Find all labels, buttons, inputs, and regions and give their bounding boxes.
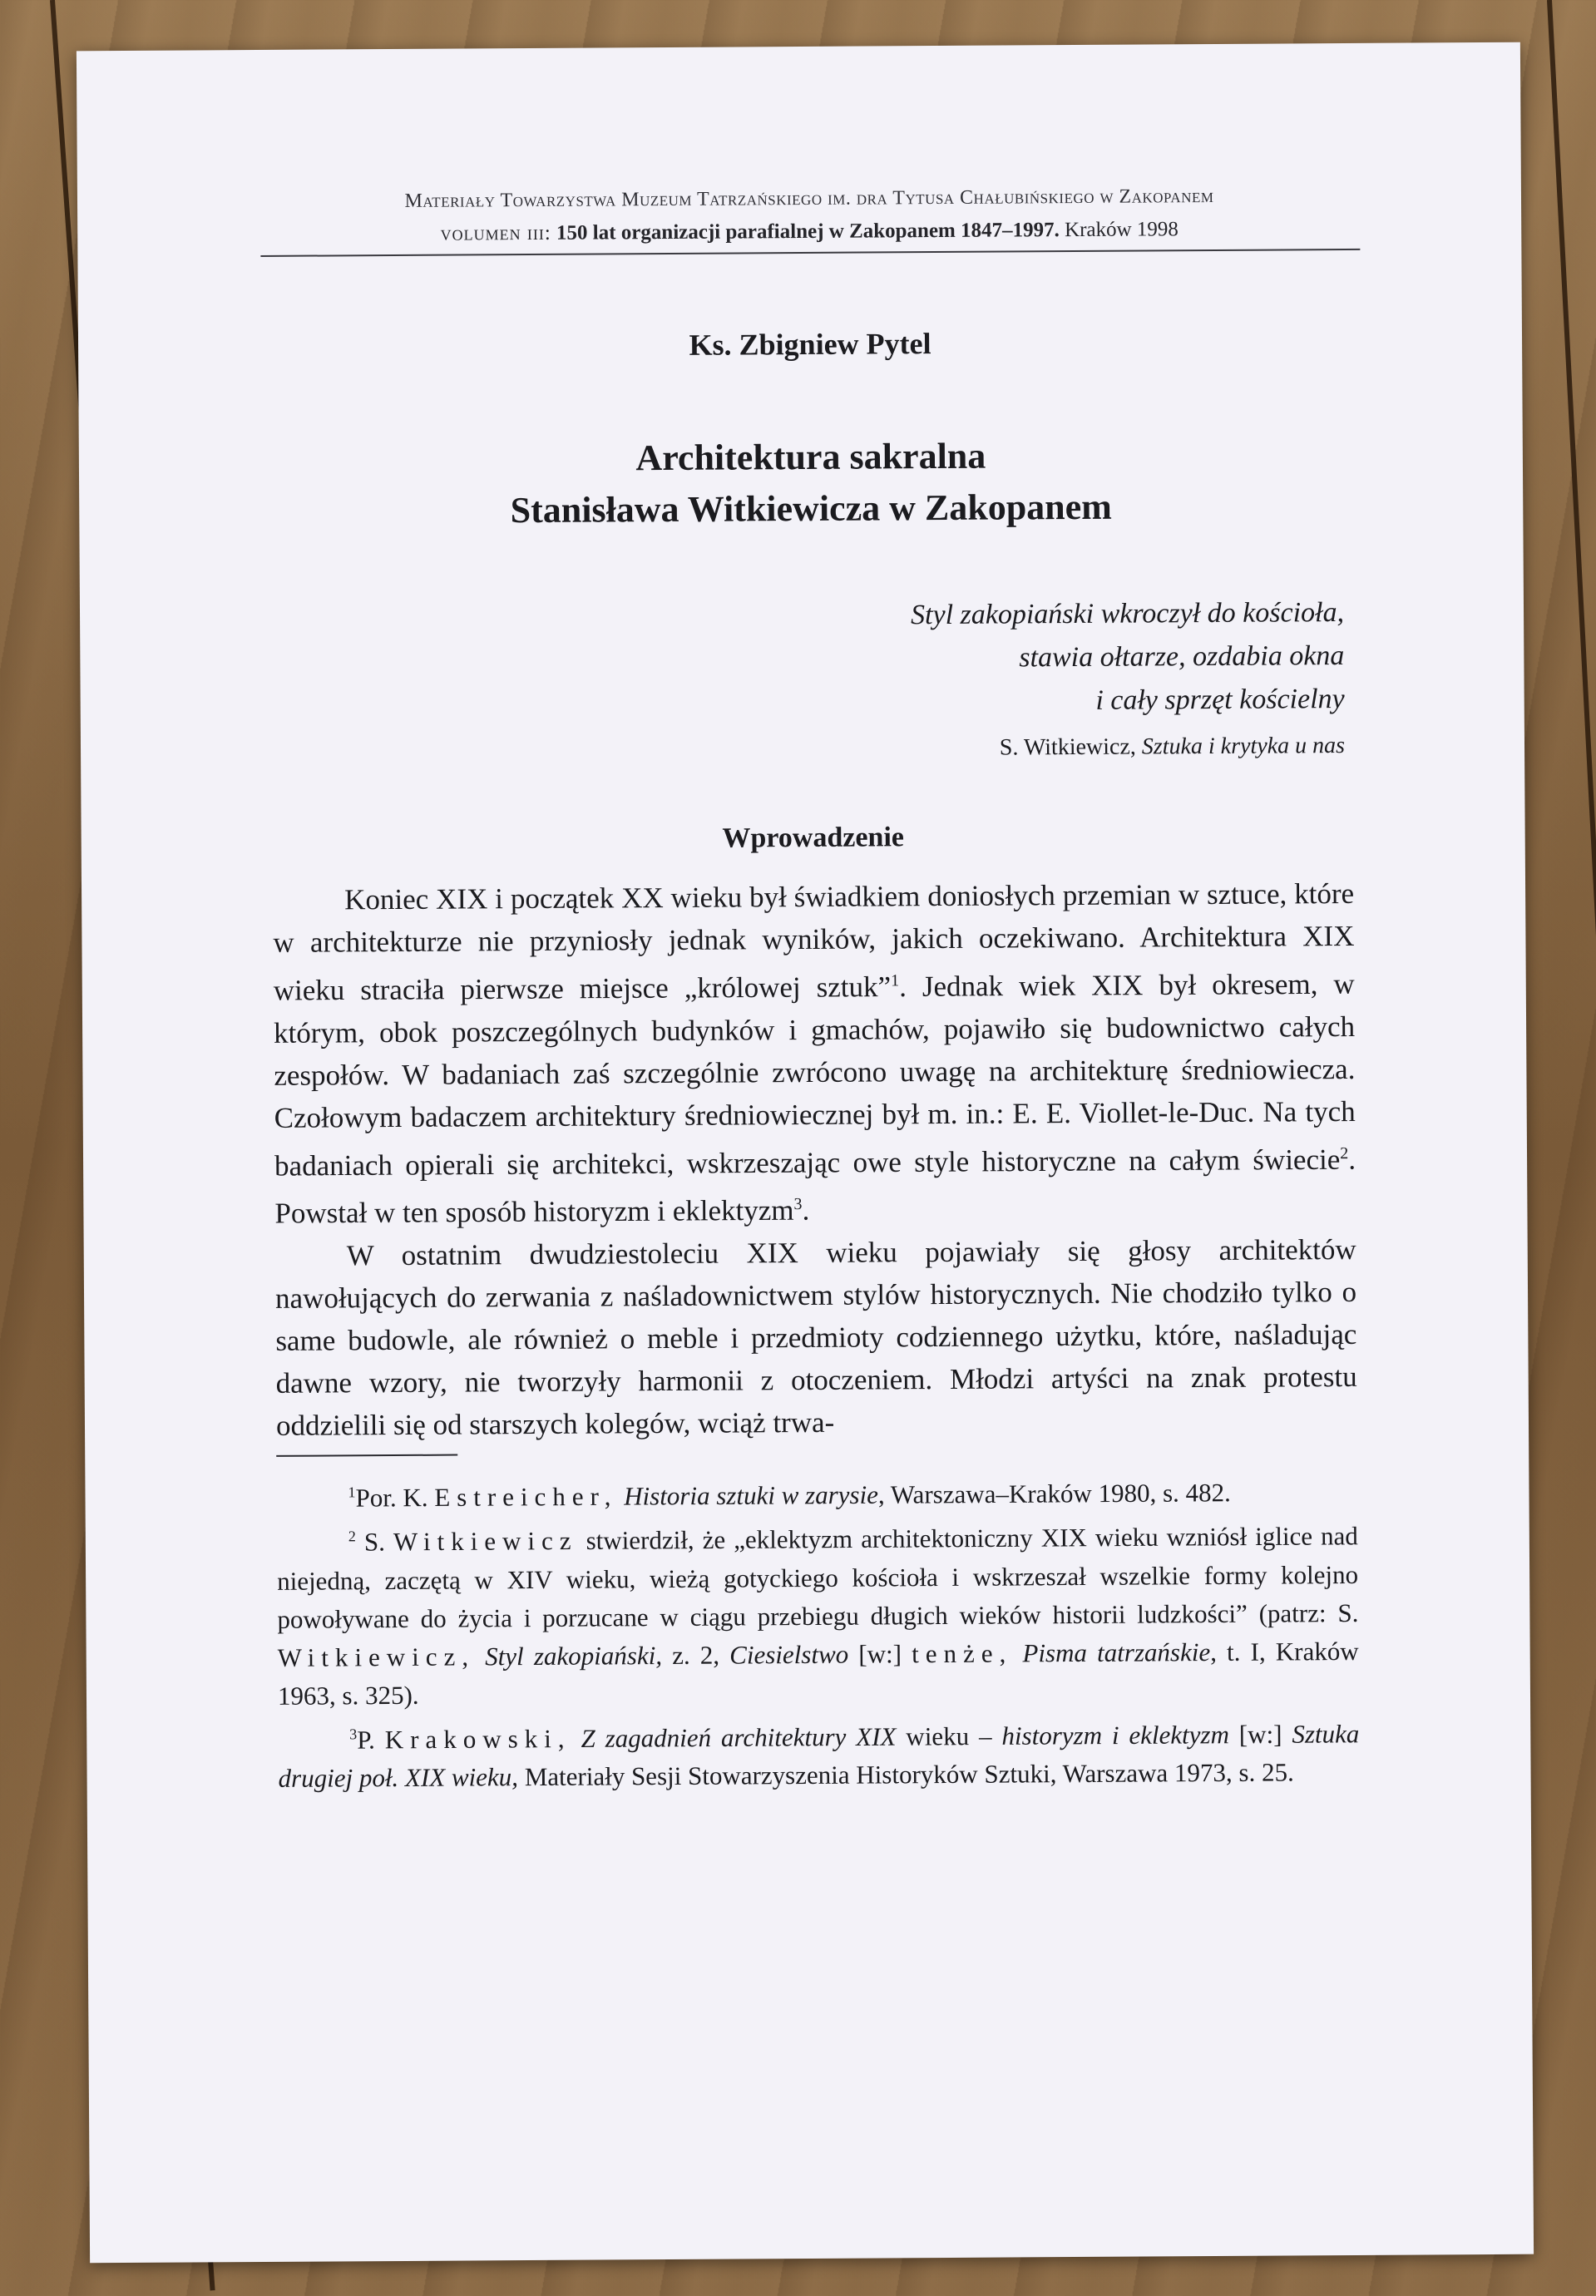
footnote-1-author: Estreicher, — [434, 1481, 618, 1513]
article-title — [270, 428, 1352, 538]
footnote-2-author: Witkiewicz — [393, 1526, 578, 1557]
page-content — [269, 185, 1360, 1798]
footnote-3-work2: historyzm i eklektyzm — [1001, 1719, 1230, 1750]
footnote-3-work1: Z zagadnień architektury XIX — [581, 1721, 897, 1753]
volume-label: volumen iii: — [440, 221, 551, 245]
paragraph-1 — [273, 872, 1356, 1235]
document-page — [77, 42, 1534, 2264]
footnote-2-number: 2 — [348, 1528, 356, 1545]
paragraph-1-part-d: . — [802, 1193, 810, 1227]
footnote-1 — [276, 1467, 1357, 1518]
footnote-2-text3: [w:] — [858, 1638, 902, 1669]
footnote-3-work3: Sztuka drugiej poł. XIX wieku, — [278, 1718, 1360, 1793]
footnote-2-work3: Pisma tatrzańskie — [1022, 1637, 1211, 1668]
footnote-ref-2: 2 — [1340, 1143, 1349, 1163]
footnote-2-text2: z. 2, — [672, 1640, 720, 1670]
epigraph-source-work: Sztuka i krytyka u nas — [1141, 733, 1346, 760]
epigraph-source-author: S. Witkiewicz, — [999, 733, 1136, 761]
footnotes — [276, 1467, 1359, 1798]
footnote-3 — [278, 1709, 1360, 1798]
epigraph-line: i cały sprzęt kościelny — [1095, 684, 1345, 716]
footnote-2 — [277, 1511, 1359, 1715]
footnote-3-number: 3 — [349, 1725, 358, 1742]
body-text — [273, 872, 1357, 1447]
footnote-2-work2: Ciesielstwo — [729, 1639, 849, 1670]
footnote-3-text1: wieku – — [906, 1721, 992, 1751]
footnote-3-text2: [w:] — [1238, 1719, 1282, 1749]
paragraph-2: W ostatnim dwudziestoleciu XIX wieku pojawiały się głosy architektów nawołujących do zerwania z naśladownictwem stylów historycznych. Nie chodziło tylko o same budowle, ale również o meble i przedmioty codziennego użytku, które, naśladując dawne wzory, nie tworzyły harmonii z otoczeniem. Młodzi artyści na znak protestu oddzielili się od starszych kolegów, wciąż trwa- — [274, 1232, 1357, 1442]
footnote-2-pre: S. — [363, 1527, 386, 1557]
footnote-2-text4: , t. I, Kraków 1963, s. 325). — [277, 1636, 1359, 1711]
footnote-2-author3: tenże, — [912, 1638, 1013, 1668]
title-line-1: Architektura sakralna — [635, 435, 986, 479]
footnote-1-work: Historia sztuki w zarysie — [624, 1479, 879, 1511]
footnote-3-text3: Materiały Sesji Stowarzyszenia Historyków Sztuki, Warszawa 1973, s. 25. — [524, 1757, 1294, 1792]
running-header-series: Materiały Towarzystwa Muzeum Tatrzańskiego im. dra Tytusa Chałubińskiego w Zakopanem — [404, 185, 1214, 212]
epigraph-line: stawia ołtarze, ozdabia okna — [1019, 640, 1345, 674]
epigraph — [271, 591, 1353, 728]
footnote-3-author: Krakowski, — [384, 1723, 571, 1755]
paragraph-1-part-a: Koniec XIX i początek XX wieku był świadkiem doniosłych przemian w sztuce, które w architekturze nie przyniosły jednak wyników, jakich oczekiwano. Architektura XIX wieku straciła pierwsze miejsce „królowej sztuk” — [273, 876, 1355, 1007]
footnote-2-author2: Witkiewicz, — [277, 1642, 476, 1672]
footnote-rule — [276, 1454, 457, 1457]
epigraph-line: Styl zakopiański wkroczył do kościoła, — [911, 597, 1345, 631]
footnote-1-post: , Warszawa–Kraków 1980, s. 482. — [877, 1478, 1231, 1509]
article-author: Ks. Zbigniew Pytel — [689, 327, 931, 362]
running-header-volume — [269, 217, 1350, 247]
paragraph-1-part-c: . Powstał w ten sposób historyzm i eklektyzm — [274, 1143, 1356, 1230]
footnote-ref-1: 1 — [891, 971, 900, 990]
title-line-2: Stanisława Witkiewicza w Zakopanem — [510, 486, 1113, 531]
section-heading: Wprowadzenie — [722, 822, 905, 854]
footnote-2-text1: stwierdził, że „eklektyzm architektoniczny XIX wieku wzniósł iglice nad niejedną, zaczętą w XIV wieku, wieżą gotyckiego kościoła i wskrzeszał wszelkie formy kolejno powoływane do życia i porzucane w ciągu przebiegu długich wieków historii ludzkości” (patrz: S. — [277, 1521, 1359, 1634]
footnote-ref-3: 3 — [793, 1195, 803, 1214]
volume-place: Kraków 1998 — [1065, 218, 1178, 242]
footnote-3-pre: P. — [357, 1725, 375, 1755]
epigraph-source — [272, 733, 1353, 766]
wood-seam-right — [1547, 0, 1596, 2293]
footnote-1-pre: Por. K. — [355, 1483, 428, 1513]
footnote-1-number: 1 — [348, 1484, 356, 1501]
volume-title: 150 lat organizacji parafialnej w Zakopanem 1847–1997. — [556, 219, 1060, 244]
paragraph-1-part-b: . Jednak wiek XIX był okresem, w którym, obok poszczególnych budynków i gmachów, pojawiło się budownictwo całych zespołów. W badaniach zaś szczególnie zwrócono uwagę na architekturę średniowiecza. Czołowym badaczem architektury średniowiecznej był m. in.: E. E. Viollet-le-Duc. Na tych badaniach opierali się architekci, wskrzeszając owe style historyczne na całym świecie — [273, 967, 1356, 1183]
header-rule — [260, 249, 1360, 257]
footnote-2-work1: Styl zakopiański, — [485, 1640, 663, 1671]
